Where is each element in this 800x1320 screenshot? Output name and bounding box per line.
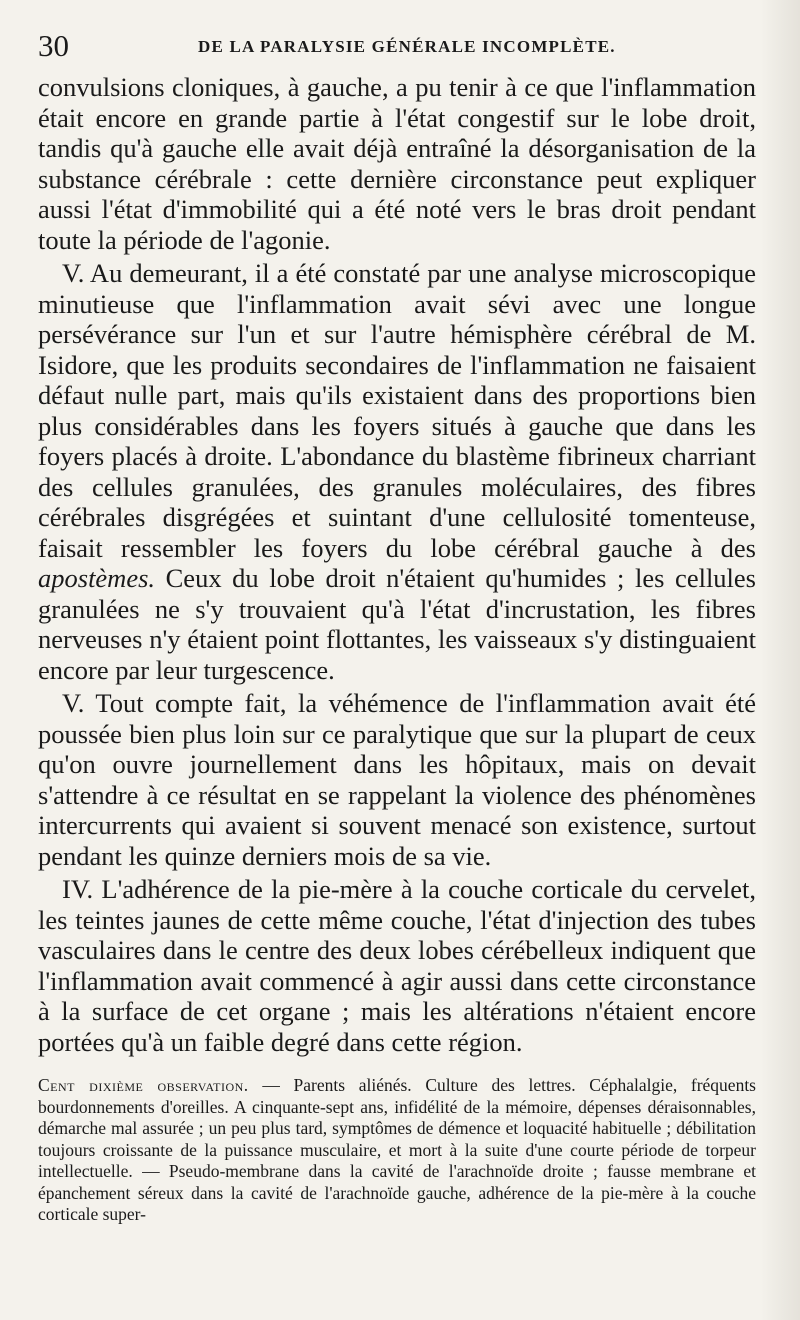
observation-summary <box>38 1075 756 1226</box>
running-title: DE LA PARALYSIE GÉNÉRALE INCOMPLÈTE. <box>198 37 616 56</box>
paragraph-v-au-demeurant <box>38 258 756 685</box>
main-text <box>38 72 756 1057</box>
paragraph-v-tout-compte-fait: V. Tout compte fait, la véhémence de l'inflammation avait été poussée bien plus loin sur ce paralytique que sur la plupart de ceux qu'on ouvre journellement dans les hôpitaux, mais on devait s'attendre à ce résultat en se rappelant la violence des phénomènes intercurrents qui avaient si souvent menacé son existence, surtout pendant les quinze derniers mois de sa vie. <box>38 688 756 871</box>
page-header <box>38 28 756 68</box>
italic-term: apostèmes. <box>38 563 156 593</box>
page-edge-shadow <box>760 0 800 1320</box>
page-number: 30 <box>38 28 69 63</box>
paragraph-text: V. Au demeurant, il a été constaté par une analyse microscopique minutieuse que l'inflammation avait sévi avec une longue persévérance sur l'un et sur l'autre hémisphère cérébral de M. Isidore, que les produits secondaires de l'inflammation ne faisaient défaut nulle part, mais qu'ils existaient dans des proportions bien plus considérables dans les foyers situés à gauche que dans les foyers placés à droite. L'abondance du blastème fibrineux charriant des cellules granulées, des granules moléculaires, des fibres cérébrales disgrégées et suintant d'une cellulosité tomenteuse, faisait ressembler les foyers du lobe cérébral gauche à des <box>38 258 756 563</box>
paragraph-text: Ceux du lobe droit n'étaient qu'humides ; les cellules granulées ne s'y trouvaient qu'à l'état d'incrustation, les fibres nerveuses n'y étaient point flottantes, les vaisseaux s'y distinguaient encore par leur turgescence. <box>38 563 756 685</box>
observation-heading: Cent dixième observation. <box>38 1075 249 1095</box>
observation-text: — Parents aliénés. Culture des lettres. Céphalalgie, fréquents bourdonnements d'oreilles. A cinquante-sept ans, infidélité de la mémoire, dépenses déraisonnables, démarche mal assurée ; un peu plus tard, symptômes de démence et loquacité habituelle ; débilitation toujours croissante de la puissance musculaire, et mort à la suite d'une courte période de torpeur intellectuelle. — Pseudo-membrane dans la cavité de l'arachnoïde droite ; fausse membrane et épanchement séreux dans la cavité de l'arachnoïde gauche, adhérence de la pie-mère à la couche corticale super- <box>38 1075 756 1224</box>
paragraph-iv-adherence: IV. L'adhérence de la pie-mère à la couche corticale du cervelet, les teintes jaunes de cette même couche, l'état d'injection des tubes vasculaires dans le centre des deux lobes cérébelleux indiquent que l'inflammation avait commencé à agir aussi dans cette circonstance à la surface de cet organe ; mais les altérations n'étaient encore portées qu'à un faible degré dans cette région. <box>38 874 756 1057</box>
paragraph-continuation: convulsions cloniques, à gauche, a pu tenir à ce que l'inflammation était encore en grande partie à l'état congestif sur le lobe droit, tandis qu'à gauche elle avait déjà entraîné la désorganisation de la substance cérébrale : cette dernière circonstance peut expliquer aussi l'état d'immobilité qui a été noté vers le bras droit pendant toute la période de l'agonie. <box>38 72 756 255</box>
